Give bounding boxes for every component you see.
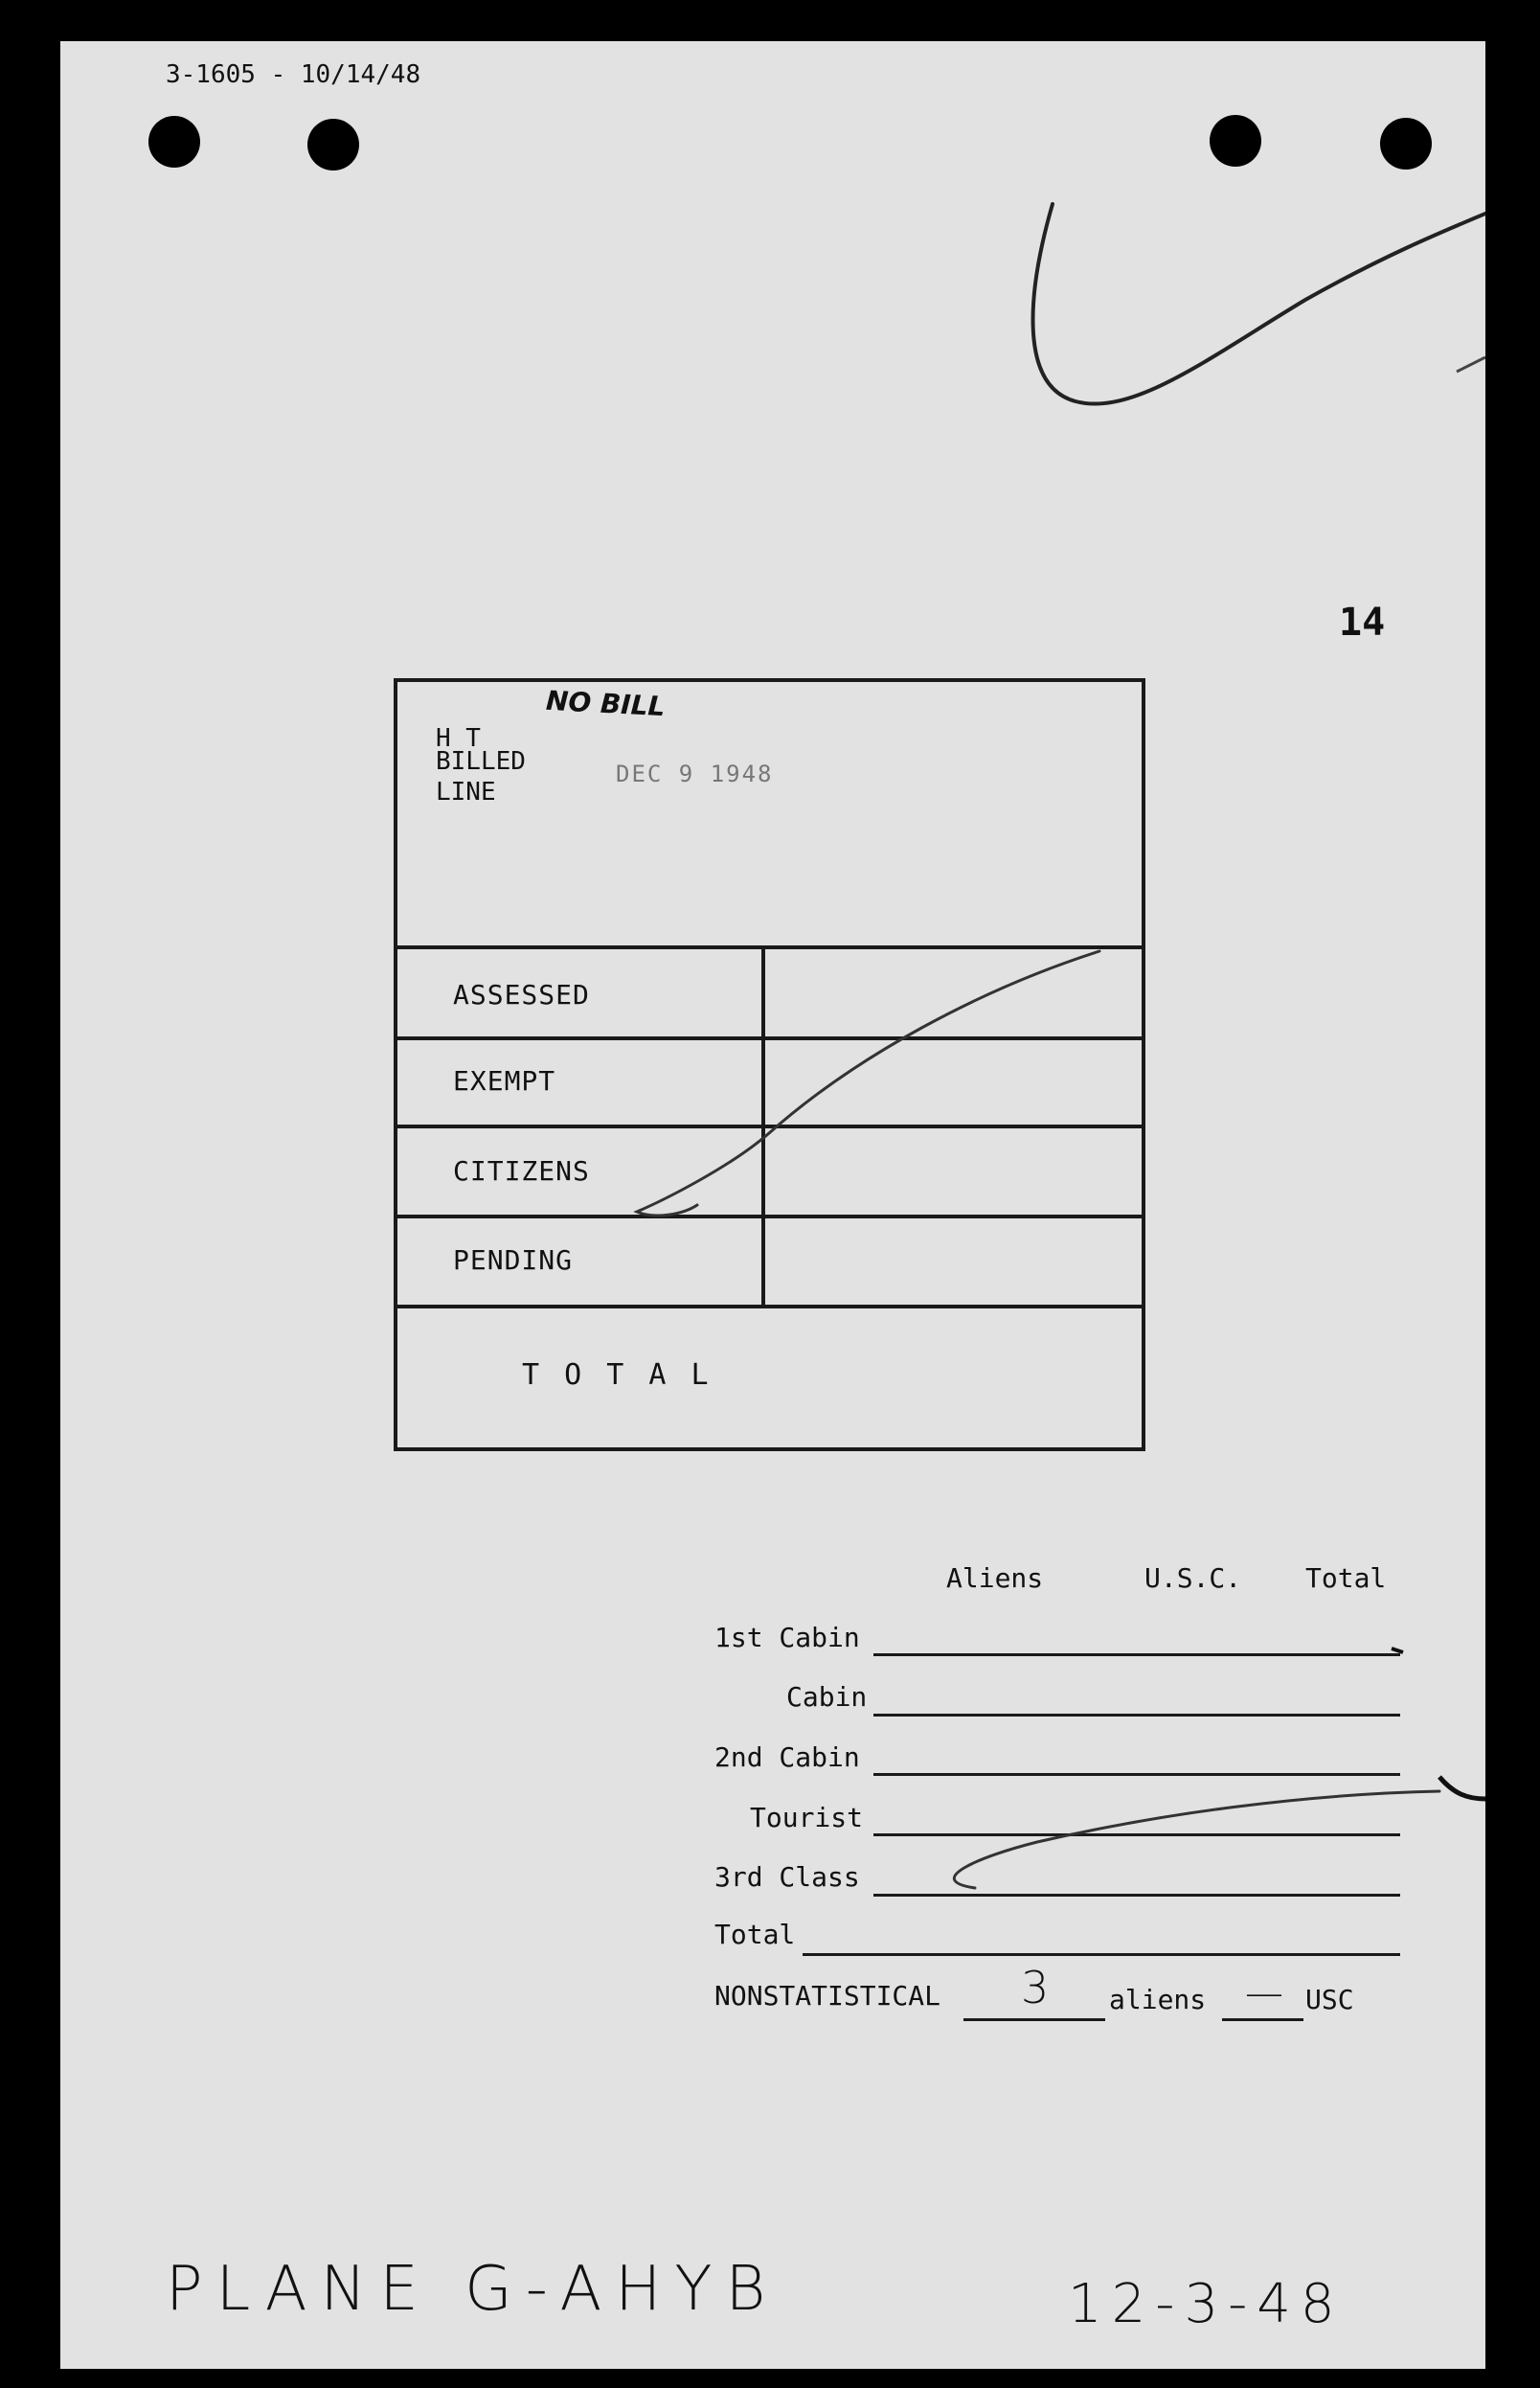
col-usc: U.S.C. [1144, 1562, 1242, 1594]
plane-handwriting: PLANE G-AHYB [166, 2254, 780, 2325]
citizens-label: CITIZENS [453, 1155, 590, 1187]
check-mark-stroke [1033, 204, 1485, 404]
row-3rd-class: 3rd Class [714, 1861, 860, 1893]
nonstatistical-usc-value: — [1245, 1971, 1283, 2015]
row-1st-cabin: 1st Cabin [714, 1622, 860, 1653]
exempt-label: EXEMPT [453, 1065, 556, 1097]
billed-label: BILLED [436, 747, 526, 776]
row-total: Total [714, 1919, 796, 1950]
row-tourist: Tourist [750, 1802, 864, 1833]
aliens-label: aliens [1109, 1984, 1207, 2015]
date-stamp: DEC 9 1948 [616, 761, 774, 787]
row-cabin: Cabin [786, 1681, 868, 1713]
form-number: 3-1605 - 10/14/48 [166, 60, 421, 89]
date-handwriting: 12-3-48 [1068, 2273, 1345, 2335]
assessed-label: ASSESSED [453, 979, 590, 1011]
first-cabin-tick [1392, 1649, 1403, 1652]
row-2nd-cabin: 2nd Cabin [714, 1741, 860, 1773]
pending-label: PENDING [453, 1244, 574, 1276]
ht-label: H T [436, 724, 481, 753]
check-mark-tail [1457, 357, 1485, 372]
table-diagonal-stroke [954, 1791, 1439, 1888]
box-diagonal-stroke [637, 951, 1099, 1216]
document-page [60, 41, 1485, 2369]
line-label: LINE [436, 778, 496, 807]
total-label: T O T A L [522, 1358, 713, 1392]
usc-label: USC [1305, 1984, 1354, 2015]
no-bill-stamp: NO BILL [545, 684, 667, 723]
col-aliens: Aliens [946, 1562, 1044, 1594]
col-total: Total [1305, 1562, 1387, 1594]
pen-marks [60, 41, 1485, 2369]
page-number: 14 [1339, 601, 1386, 645]
nonstatistical-label: NONSTATISTICAL [714, 1980, 941, 2012]
edge-mark [1439, 1777, 1485, 1799]
nonstatistical-aliens-value: 3 [1021, 1962, 1050, 2013]
